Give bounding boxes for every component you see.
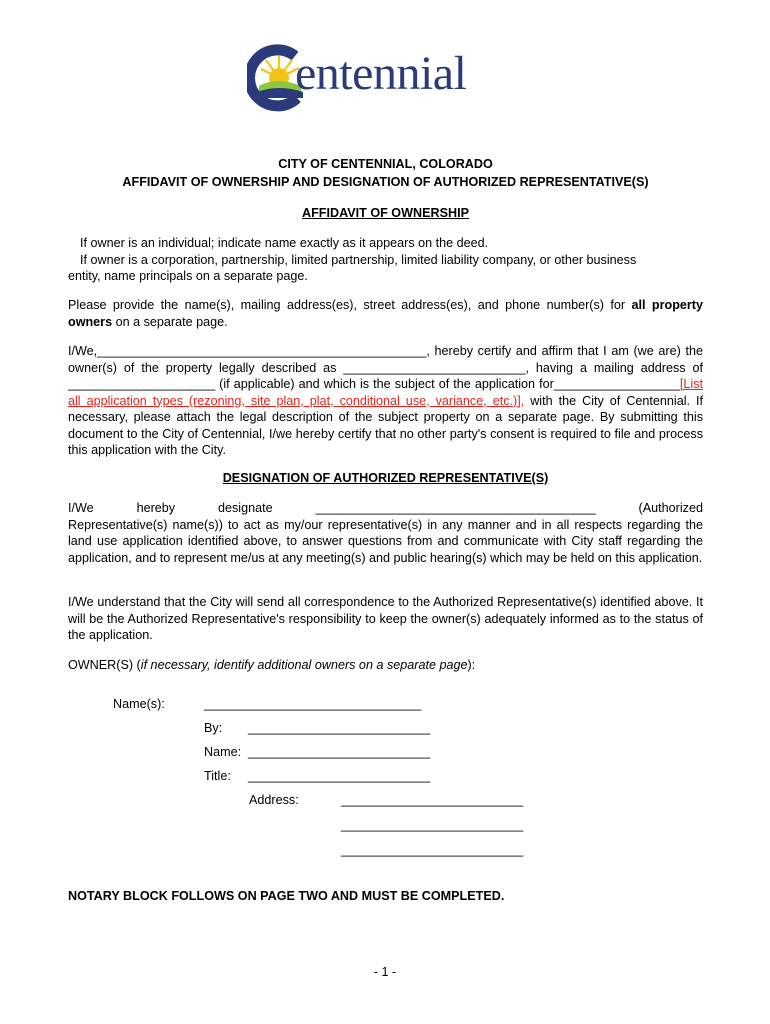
designation-heading: DESIGNATION OF AUTHORIZED REPRESENTATIVE(S)	[222, 471, 549, 485]
name-label: Name:	[204, 745, 242, 759]
address-label: Address:	[249, 793, 299, 807]
page-number: - 1 -	[373, 965, 397, 979]
designation-word-designate: designate	[217, 501, 273, 515]
provide-bold: all property owners	[68, 298, 704, 329]
owners-label-start: OWNER(S) (	[68, 658, 141, 672]
provide-text: Please provide the name(s), mailing address(es), street address(es), and phone number(s) for	[68, 298, 632, 312]
designation-paragraph	[68, 500, 703, 566]
logo-wordmark: entennial	[295, 47, 467, 100]
provide-paragraph	[68, 297, 703, 330]
instruction-corporation: If owner is a corporation, partnership, limited partnership, limited liability company, or other business	[80, 252, 637, 267]
owners-label-end: ):	[467, 658, 476, 672]
designation-first-line	[68, 500, 703, 517]
title-blank: __________________________	[248, 769, 431, 783]
representative-name-blank: ________________________________________	[315, 501, 596, 515]
owners-label	[68, 657, 703, 674]
designation-word-authorized: (Authorized	[638, 501, 703, 515]
name-blank: __________________________	[248, 745, 431, 759]
address-blank-1: __________________________	[341, 793, 524, 807]
instruction-individual: If owner is an individual; indicate name exactly as it appears on the deed.	[80, 236, 489, 250]
address-blank-3: __________________________	[341, 843, 524, 857]
address-blank-2: __________________________	[341, 818, 524, 832]
application-types-note: [List all application types (rezoning, site plan, plat, conditional use, variance, etc.)],	[68, 377, 703, 408]
designation-rest: Representative(s) name(s)) to act as my/our representative(s) in any manner and in all respects regarding the land use application identified above, to answer questions from and communicate with City staff regarding the application, and to represent me/us at any meeting(s) and public hearing(s) which may be held on this application.	[68, 517, 703, 565]
understand-paragraph: I/We understand that the City will send all correspondence to the Authorized Representative(s) identified above. It will be the Authorized Representative's responsibility to keep the owner(s) adequately informed as to the status of the application.	[68, 595, 703, 642]
by-blank: __________________________	[248, 721, 431, 735]
certify-text-end: with the City of Centennial. If necessary, please attach the legal description of the subject property on a separate page. By submitting this document to the City of Centennial, I/we hereby certify that no other party's consent is required to file and process this application with the City.	[68, 393, 703, 457]
title-label: Title:	[204, 769, 231, 783]
centennial-logo	[247, 42, 527, 114]
notary-notice: NOTARY BLOCK FOLLOWS ON PAGE TWO AND MUST BE COMPLETED.	[68, 889, 505, 903]
owner-instructions	[68, 235, 703, 285]
affidavit-heading: AFFIDAVIT OF OWNERSHIP	[302, 206, 469, 220]
by-label: By:	[204, 721, 223, 735]
names-label: Name(s):	[113, 697, 165, 711]
names-blank: _______________________________	[204, 697, 422, 711]
designation-word-hereby: hereby	[136, 501, 176, 515]
certify-paragraph	[68, 343, 703, 459]
designation-word-iwe: I/We	[68, 501, 94, 515]
city-title: CITY OF CENTENNIAL, COLORADO	[278, 157, 493, 171]
provide-end: on a separate page.	[112, 314, 228, 329]
document-title: AFFIDAVIT OF OWNERSHIP AND DESIGNATION OF AUTHORIZED REPRESENTATIVE(S)	[122, 175, 649, 189]
certify-text: I/We,_______________________________________________, hereby certify and affirm that I am (we are) the owner(s) of the property legally described as __________________________, having a mailing address of _____________________ (if applicable) and which is the subject of the application for__________________	[68, 344, 703, 391]
instruction-entity: entity, name principals on a separate page.	[68, 269, 308, 283]
owners-label-italic: if necessary, identify additional owners on a separate page	[140, 658, 468, 672]
